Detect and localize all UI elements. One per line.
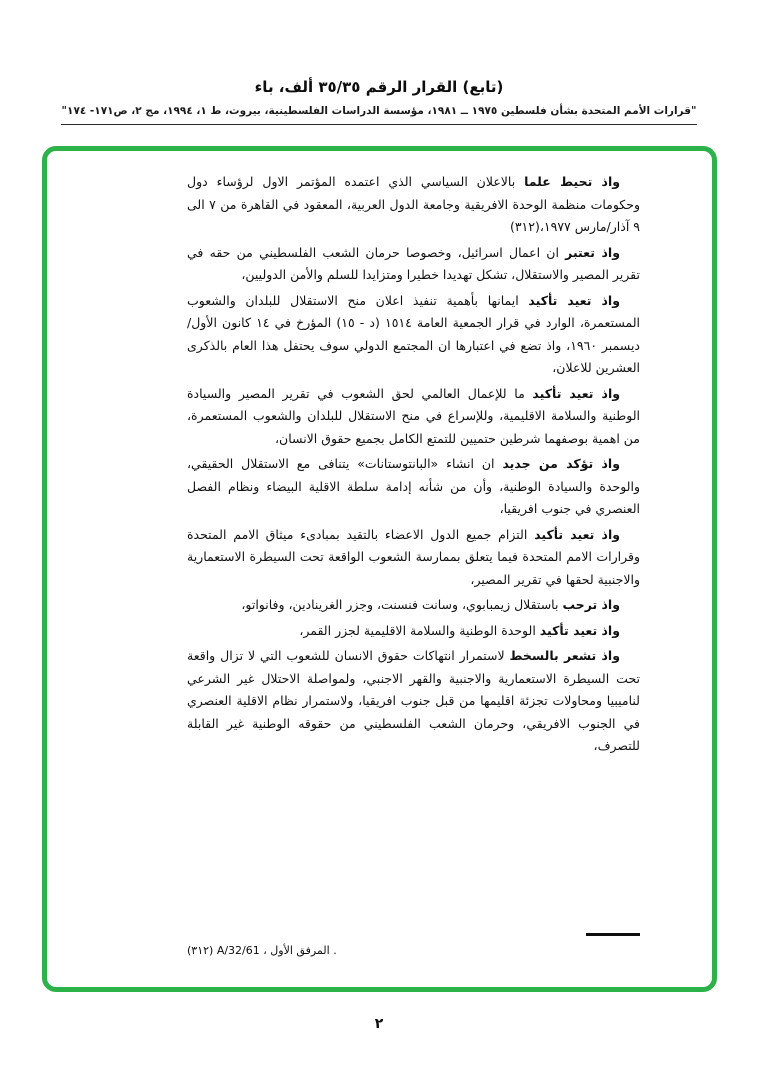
paragraph: [187, 645, 640, 758]
page-number: ٢: [374, 1016, 384, 1032]
paragraph-lead: واذ تحيط علما: [524, 174, 621, 189]
paragraph-text: باستقلال زيمبابوي، وسانت فنسنت، وجزر الغرينادين، وفانواتو،: [241, 597, 563, 612]
paragraph-lead: واذ تشعر بالسخط: [509, 648, 620, 663]
paragraph-lead: واذ ترحب: [562, 597, 620, 612]
paragraph-lead: واذ تعتبر: [565, 244, 620, 260]
header-divider: [61, 124, 697, 125]
paragraph-lead: واذ تؤكد من جديد: [502, 456, 620, 471]
paragraph-text: الوحدة الوطنية والسلامة الاقليمية لجزر القمر،: [299, 622, 540, 638]
paragraph-text: ان اعمال اسرائيل، وخصوصا حرمان الشعب الفلسطيني من حقه في تقرير المصير والاستقلال، تشكل تهديدا خطيرا ومتزايدا للسلم والأمن الدوليين،: [187, 244, 640, 282]
paragraph-text: التزام جميع الدول الاعضاء بالتقيد بمبادىء ميثاق الامم المتحدة وقرارات الامم المتحدة فيما يتعلق بممارسة الشعوب الواقعة تحت السيطرة الاستعمارية والاجنبية لحقها في تقرير المصير،: [187, 526, 640, 587]
paragraph-text: لاستمرار انتهاكات حقوق الانسان للشعوب التي لا تزال واقعة تحت السيطرة الاستعمارية والاجنبية والقهر الاجنبي، ولمواصلة الاحتلال غير الشرعي لناميبيا ومحاولات تجزئة اقليمها من قبل جنوب افريقيا، ولاستمرار نظام الاقلية العنصري في الجنوب الافريقي، وحرمان الشعب الفلسطيني من حقوقه الوطنية غير القابلة للتصرف،: [187, 648, 640, 753]
paragraph: [187, 171, 640, 239]
paragraph-lead: واذ تعيد تأكيد: [539, 622, 620, 638]
paragraph: [187, 383, 640, 451]
paragraph-text: ما للإعمال العالمي لحق الشعوب في تقرير المصير والسيادة الوطنية والسلامة الاقليمية، وللإسراع في منح الاستقلال للبلدان والشعوب المستعمرة، من اهمية بوصفهما شرطين حتميين للتمتع الكامل بجميع حقوق الانسان،: [187, 385, 640, 446]
content-frame: [42, 146, 717, 992]
paragraph-lead: واذ تعيد تأكيد: [534, 526, 620, 542]
footnote-text: (٣١٢) A/32/61 ، المرفق الأول .: [187, 944, 337, 957]
paragraph: [187, 290, 640, 380]
paragraph: [187, 620, 640, 643]
paragraph-text: بالاعلان السياسي الذي اعتمده المؤتمر الاول لرؤساء دول وحكومات منظمة الوحدة الافريقية وجامعة الدول العربية، المعقود في القاهرة من ٧ الى ٩ آذار/مارس ١٩٧٧،(٣١٢): [187, 174, 640, 234]
paragraph-lead: واذ تعيد تأكيد: [528, 292, 620, 308]
paragraph-text: ايمانها بأهمية تنفيذ اعلان منح الاستقلال للبلدان والشعوب المستعمرة، الوارد في قرار الجمعية العامة ١٥١٤ (د - ١٥) المؤرخ في ١٤ كانون الأول/ديسمبر ١٩٦٠، واذ تضع في اعتبارها ان المجتمع الدولي سوف يحتفل هذا العام بالذكرى العشرين للاعلان،: [187, 292, 640, 375]
document-header: [0, 78, 758, 125]
paragraph-text: ان انشاء «البانتوستانات» يتنافى مع الاستقلال الحقيقي، والوحدة والسيادة الوطنية، وأن من شأنه إدامة سلطة الاقلية البيضاء ونظام الفصل العنصري في جنوب افريقيا،: [187, 456, 640, 516]
paragraph: [187, 453, 640, 521]
paragraph: [187, 524, 640, 592]
paragraph: [187, 242, 640, 287]
source-citation: "قرارات الأمم المتحدة بشأن فلسطين ١٩٧٥ ــ ١٩٨١، مؤسسة الدراسات الفلسطينية، بيروت، ط ١، ١٩٩٤، مج ٢، ص١٧١- ١٧٤": [61, 105, 697, 117]
footnote-area: [187, 923, 640, 957]
paragraph-lead: واذ تعيد تأكيد: [532, 385, 620, 401]
document-title: (تابع) القرار الرقم ٣٥/٣٥ ألف، باء: [254, 78, 504, 96]
paragraph: [187, 594, 640, 617]
body-text: [187, 171, 640, 761]
footnote-divider: [586, 933, 640, 936]
